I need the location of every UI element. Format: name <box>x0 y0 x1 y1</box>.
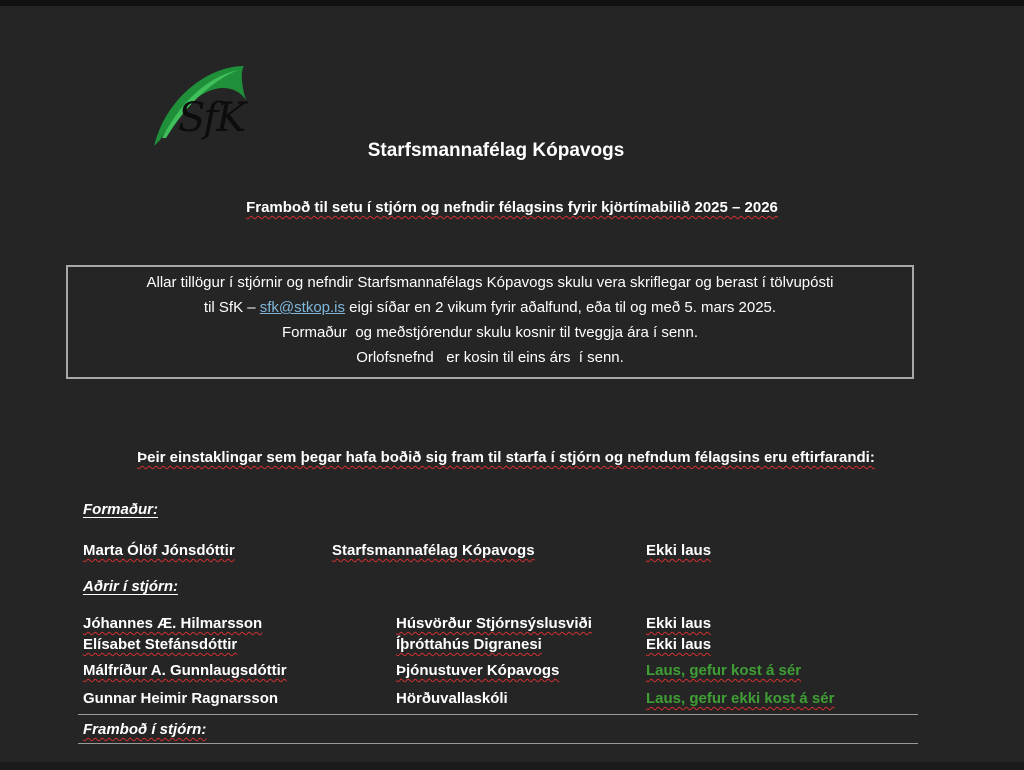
member-name: Elísabet Stefánsdóttir <box>83 636 238 653</box>
info-line-3: Formaður og meðstjórendur skulu kosnir til tveggja ára í senn. <box>281 324 699 341</box>
others-heading: Aðrir í stjórn: <box>83 578 179 595</box>
member-name: Jóhannes Æ. Hilmarsson <box>83 615 263 632</box>
member-status: Laus, gefur ekki kost á sér <box>646 690 835 707</box>
email-link[interactable]: sfk@stkop.is <box>259 299 346 316</box>
info-line-2-suffix: eigi síðar en 2 vikum fyrir aðalfund, eða til og með 5. mars 2025. <box>345 299 777 316</box>
page-subtitle-text: Framboð til setu í stjórn og nefndir félagsins fyrir kjörtímabilið 2025 – 2026 <box>246 199 778 216</box>
member-workplace: Þjónustuver Kópavogs <box>396 662 560 679</box>
member-row <box>0 636 1024 656</box>
member-name: Gunnar Heimir Ragnarsson <box>83 690 279 707</box>
table-divider <box>78 743 918 744</box>
logo-text: SfK <box>178 95 245 141</box>
top-edge <box>0 0 1024 6</box>
chair-row <box>0 542 1024 562</box>
chair-status: Ekki laus <box>646 542 712 559</box>
chair-heading: Formaður: <box>83 501 158 518</box>
member-row <box>0 662 1024 682</box>
intro-text <box>0 449 1012 466</box>
chair-workplace: Starfsmannafélag Kópavogs <box>332 542 535 559</box>
info-line-2 <box>68 295 912 320</box>
member-row <box>0 615 1024 635</box>
table-divider <box>78 714 918 715</box>
member-status: Laus, gefur kost á sér <box>646 662 802 679</box>
member-status: Ekki laus <box>646 636 712 653</box>
member-name: Málfríður A. Gunnlaugsdóttir <box>83 662 287 679</box>
info-box <box>66 265 914 379</box>
candidates-heading <box>83 721 206 738</box>
bottom-edge <box>0 762 1024 770</box>
intro-text-content: Þeir einstaklingar sem þegar hafa boðið sig fram til starfa í stjórn og nefndum félagsins eru eftirfarandi: <box>137 449 875 466</box>
member-workplace: Hörðuvallaskóli <box>396 690 508 707</box>
member-workplace: Húsvörður Stjórnsýslusviði <box>396 615 592 632</box>
page-title <box>0 140 992 162</box>
member-row <box>0 690 1024 710</box>
page-subtitle <box>0 199 1024 216</box>
chair-name: Marta Ólöf Jónsdóttir <box>83 542 235 559</box>
info-line-4: Orlofsnefnd er kosin til eins árs í senn. <box>356 349 624 366</box>
member-status: Ekki laus <box>646 615 712 632</box>
page-title-text: Starfsmannafélag Kópavogs <box>367 140 625 161</box>
member-workplace: Íþróttahús Digranesi <box>396 636 542 653</box>
info-line-2-prefix: til SfK – <box>203 299 260 316</box>
candidates-heading-text: Framboð í stjórn: <box>83 721 207 738</box>
info-line-1: Allar tillögur í stjórnir og nefndir Starfsmannafélags Kópavogs skulu vera skriflegar og berast í tölvupósti <box>146 274 834 291</box>
